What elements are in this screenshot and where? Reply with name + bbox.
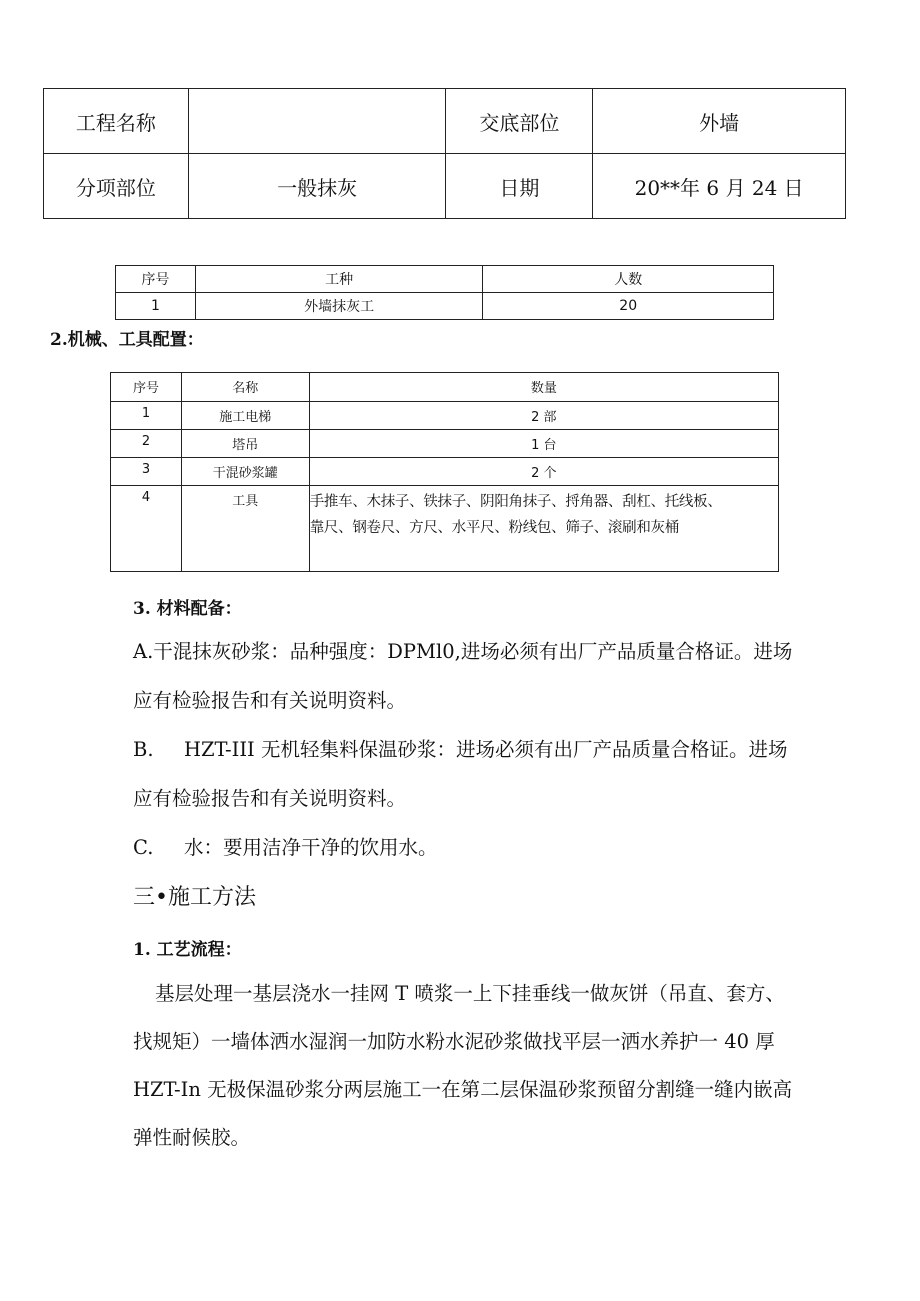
table-cell: 1 台 [309,430,778,458]
table-row [44,89,846,154]
table-row [111,430,779,458]
table-cell: 塔吊 [181,430,309,458]
table-header-row [111,373,779,402]
sub-item-label: 分项部位 [44,154,189,219]
project-info-table [43,88,846,219]
table-row [44,154,846,219]
project-name-value [188,89,446,154]
table-cell: 2 个 [309,458,778,486]
header-cell: 人数 [483,266,774,293]
table-cell: 1 [111,402,182,430]
equipment-table [110,372,779,572]
material-b-line-2: 应有检验报告和有关说明资料。 [133,787,407,810]
section-2-heading: 2.机械、工具配置： [50,330,204,350]
table-cell: 工具 [181,486,309,572]
table-header-row [116,266,774,293]
material-c-text: 水：要用洁净干净的饮用水。 [184,836,438,859]
material-b-label: B. [133,738,154,761]
material-c-label: C. [133,836,154,859]
header-cell: 序号 [116,266,196,293]
process-line: 弹性耐候胶。 [133,1126,251,1149]
material-a-line-2: 应有检验报告和有关说明资料。 [133,689,407,712]
process-line: 找规矩）一墙体洒水湿润一加防水粉水泥砂浆做找平层一洒水养护一 40 厚 [133,1030,775,1053]
table-cell: 20 [483,293,774,320]
tools-list-line: 靠尺、钢卷尺、方尺、水平尺、粉线包、筛子、滚刷和灰桶 [309,520,679,536]
disclosure-part-value: 外墙 [593,89,846,154]
table-cell: 2 部 [309,402,778,430]
material-b-line-1: HZT-III 无机轻集料保温砂浆：进场必须有出厂产品质量合格证。进场 [184,738,788,761]
table-row [111,486,779,572]
process-line: HZT-In 无极保温砂浆分两层施工一在第二层保温砂浆预留分割缝一缝内嵌高 [133,1078,793,1101]
tools-list-cell [309,486,778,572]
process-line: 基层处理一基层浇水一挂网 T 喷浆一上下挂垂线一做灰饼（吊直、套方、 [155,982,785,1005]
project-name-label: 工程名称 [44,89,189,154]
table-row [111,458,779,486]
header-cell: 数量 [309,373,778,402]
table-cell: 干混砂浆罐 [181,458,309,486]
table-cell: 2 [111,430,182,458]
section-3-heading: 3. 材料配备： [133,599,242,619]
date-value: 20**年 6 月 24 日 [593,154,846,219]
material-a-line-1: A.干混抹灰砂浆：品种强度：DPMl0,进场必须有出厂产品质量合格证。进场 [133,640,793,663]
process-heading: 1. 工艺流程： [133,940,242,960]
table-cell: 施工电梯 [181,402,309,430]
table-cell: 1 [116,293,196,320]
table-row [111,402,779,430]
labor-table [115,265,774,320]
table-cell: 3 [111,458,182,486]
header-cell: 序号 [111,373,182,402]
section-three-title: 三•施工方法 [133,885,256,910]
header-cell: 工种 [195,266,483,293]
date-label: 日期 [446,154,593,219]
tools-list-line: 手推车、木抹子、铁抹子、阴阳角抹子、捋角器、刮杠、托线板、 [309,494,722,510]
header-cell: 名称 [181,373,309,402]
sub-item-value: 一般抹灰 [188,154,446,219]
table-cell: 外墙抹灰工 [195,293,483,320]
disclosure-part-label: 交底部位 [446,89,593,154]
table-row [116,293,774,320]
table-cell: 4 [111,486,182,572]
